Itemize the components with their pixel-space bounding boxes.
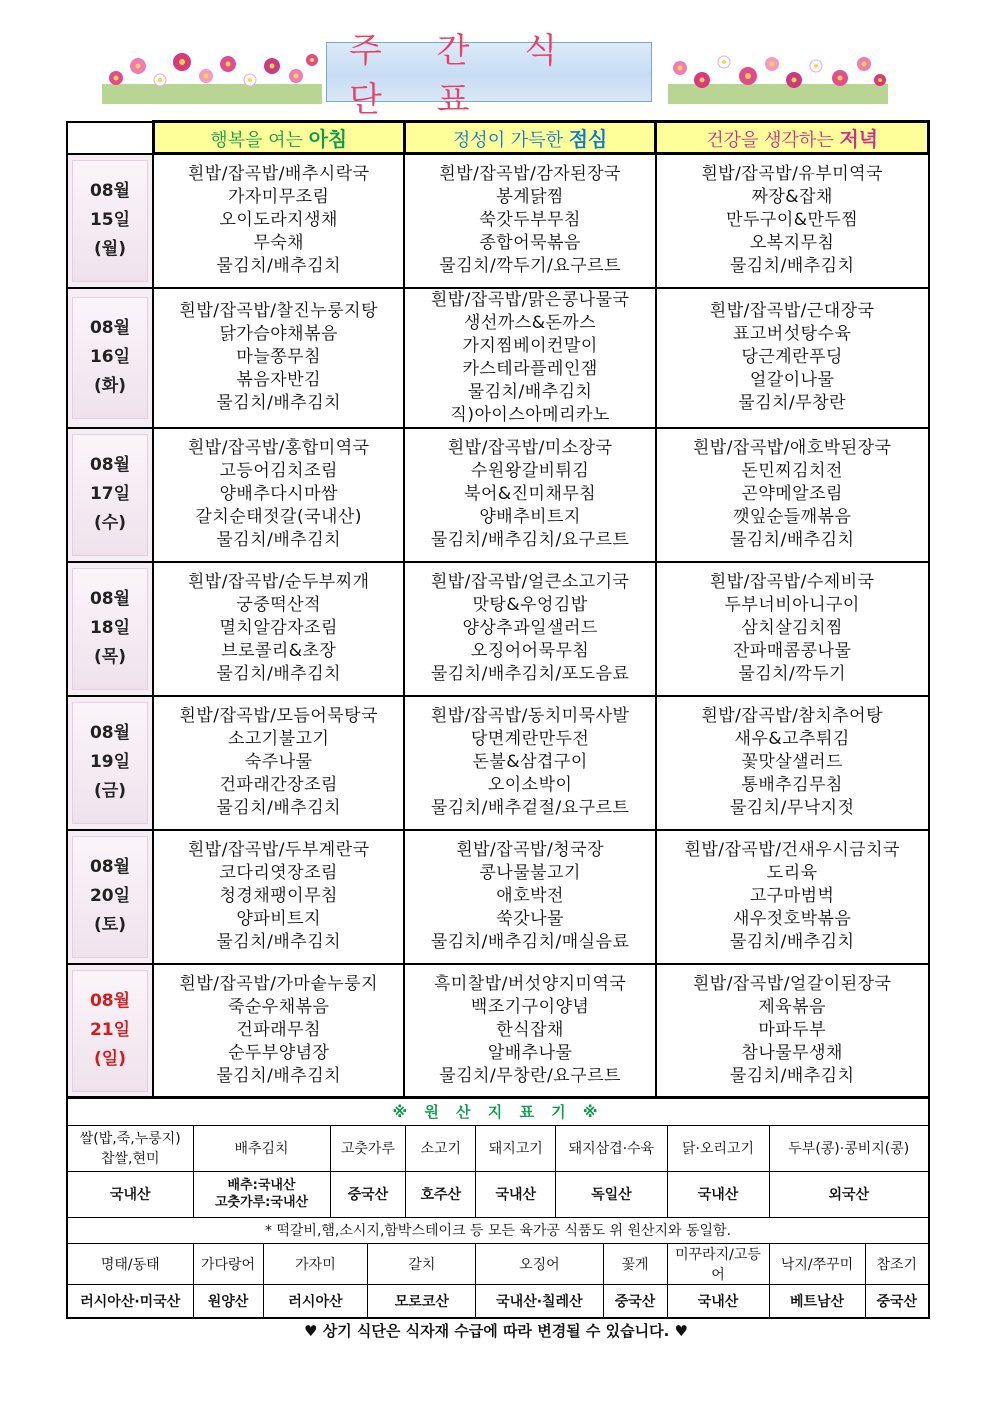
origin-value: 원양산 [193,1284,263,1318]
breakfast-cell [153,696,404,830]
breakfast-cell [153,830,404,964]
day-weekday: (월) [94,239,126,259]
day-weekday: (금) [94,781,126,801]
day-month: 08월 [89,991,131,1011]
breakfast-cell [153,288,404,428]
menu-item: 브로콜리&초장 [221,641,337,661]
menu-item: 맛탕&우엉김밥 [472,595,588,615]
title-box [326,31,652,120]
menu-item: 흰밥/잡곡밥/가마솥누룽지 [179,974,379,994]
menu-item: 갈치순태젓갈(국내산) [195,507,362,527]
origin-item: 꽃게 [603,1243,667,1284]
menu-item: 제육볶음 [758,997,827,1017]
origin-note: * 떡갈비,햄,소시지,함박스테이크 등 모든 육가공 식품도 위 원산지와 동일함. [67,1217,929,1243]
dinner-cell [656,830,929,964]
day-cell [67,288,153,428]
menu-item: 돈민찌김치전 [741,461,843,481]
day-weekday: (수) [94,513,126,533]
menu-item: 물김치/배추김치 [216,393,342,413]
menu-item: 물김치/깍두기 [738,664,847,684]
header-breakfast [153,122,404,154]
lunch-cell [404,154,655,288]
origin-item-rice-line1: 쌀(밥,죽,누룽지) [79,1131,181,1147]
menu-item: 흰밥/잡곡밥/얼큰소고기국 [430,572,630,592]
dinner-cell [656,154,929,288]
origin-value: 국내산 [67,1171,193,1217]
menu-item: 물김치/배추김치/요구르트 [430,530,630,550]
origin-value: 중국산 [865,1284,929,1318]
day-day: 17일 [89,484,131,504]
header-dinner-emph: 저녁 [839,127,879,151]
dinner-cell [656,964,929,1098]
menu-item: 종합어묵볶음 [479,233,581,254]
lunch-cell [404,288,655,428]
menu-row [67,288,929,428]
menu-item: 오복지무침 [749,233,835,254]
menu-item: 흰밥/잡곡밥/두부계란국 [187,840,370,860]
menu-item: 오징어어묵무침 [470,641,590,661]
menu-item: 새우젓호박볶음 [732,909,852,929]
menu-item: 물김치/배추김치 [729,932,855,952]
origin-row-items-2 [67,1243,929,1284]
origin-item: 가자미 [263,1243,368,1284]
menu-item: 궁중떡산적 [236,595,322,615]
menu-item: 쑥갓나물 [496,909,564,929]
menu-item: 카스테라플레인잼 [462,358,598,379]
menu-item: 흰밥/잡곡밥/맑은콩나물국 [430,289,630,310]
origin-table [66,1096,930,1319]
menu-item: 직)아이스아메리카노 [450,404,610,425]
footer-note: ♥ 상기 식단은 식자재 수급에 따라 변경될 수 있습니다. ♥ [304,1322,688,1340]
day-day: 18일 [89,618,131,638]
menu-item: 마파두부 [758,1020,827,1040]
menu-item: 흰밥/잡곡밥/참치추어탕 [701,706,884,726]
origin-item: 배추김치 [193,1125,330,1171]
origin-value: 국내산 [476,1171,556,1217]
menu-item: 물김치/배추겉절/요구르트 [430,798,630,818]
breakfast-cell [153,964,404,1098]
day-cell [67,696,153,830]
origin-item: 명태/동태 [67,1243,193,1284]
origin-row-values-1 [67,1171,929,1217]
menu-item: 짜장&잡채 [751,187,833,208]
menu-item: 삼치살김치찜 [741,618,843,638]
origin-value: 국내산·칠레산 [476,1284,603,1318]
menu-item: 흰밥/잡곡밥/유부미역국 [701,164,884,185]
origin-value: 중국산 [330,1171,406,1217]
dinner-cell [656,288,929,428]
lunch-cell [404,830,655,964]
day-weekday: (일) [94,1049,126,1069]
origin-item: 오징어 [476,1243,603,1284]
menu-item: 물김치/배추김치 [729,1066,855,1086]
menu-item: 흰밥/잡곡밥/얼갈이된장국 [692,974,892,994]
origin-item-rice-line2: 찹쌀,현미 [100,1151,160,1167]
header-dinner-prefix: 건강을 생각하는 [706,130,840,151]
menu-item: 생선까스&돈까스 [464,312,597,333]
origin-value: 호주산 [406,1171,476,1217]
weekly-menu-table [66,120,930,1099]
menu-item: 애호박전 [496,886,564,906]
menu-item: 얼갈이나물 [749,370,835,390]
day-day: 21일 [89,1020,131,1040]
day-month: 08월 [89,455,131,475]
menu-item: 양배추다시마쌈 [219,484,338,504]
breakfast-cell [153,562,404,696]
menu-item: 양상추과일샐러드 [462,618,598,638]
dinner-cell [656,562,929,696]
origin-item: 고춧가루 [330,1125,406,1171]
menu-item: 오이도라지생채 [219,210,338,231]
origin-value-kimchi-line2: 고춧가루:국내산 [214,1195,309,1210]
day-cell [67,154,153,288]
origin-item: 갈치 [368,1243,476,1284]
lunch-cell [404,562,655,696]
menu-item: 물김치/배추김치 [729,530,855,550]
day-cell [67,964,153,1098]
day-day: 19일 [89,752,131,772]
menu-item: 숙주나물 [244,752,313,772]
header-lunch [404,122,655,154]
origin-title: ※ 원 산 지 표 기 ※ [67,1097,929,1125]
menu-item: 표고버섯탕수육 [732,324,852,344]
origin-value: 외국산 [769,1171,929,1217]
menu-row [67,562,929,696]
menu-item: 흰밥/잡곡밥/순두부찌개 [187,572,370,592]
origin-value: 국내산 [667,1284,769,1318]
day-cell [67,428,153,562]
menu-row [67,154,929,288]
day-month: 08월 [89,723,131,743]
menu-item: 한식잡채 [496,1020,564,1040]
origin-item: 가다랑어 [193,1243,263,1284]
menu-item: 닭가슴야채볶음 [219,324,338,344]
menu-item: 고등어김치조림 [219,461,338,481]
breakfast-cell [153,154,404,288]
menu-item: 청경채팽이무침 [219,886,338,906]
origin-row-items-1 [67,1125,929,1171]
flower-decoration-right [668,50,888,104]
menu-item: 볶음자반김 [236,370,322,390]
menu-item: 콩나물불고기 [479,863,581,883]
day-day: 16일 [89,347,131,367]
menu-item: 곤약메알조림 [741,484,843,504]
lunch-cell [404,696,655,830]
menu-item: 꽃맛살샐러드 [741,752,843,772]
dinner-cell [656,428,929,562]
menu-item: 당근계란푸딩 [741,347,843,367]
menu-item: 물김치/무창란 [738,393,847,413]
menu-item: 물김치/배추김치 [216,1066,342,1086]
origin-value: 독일산 [556,1171,667,1217]
menu-item: 흰밥/잡곡밥/애호박된장국 [692,438,892,458]
menu-item: 백조기구이양념 [470,997,590,1017]
origin-item: 미꾸라지/고등어 [667,1243,769,1284]
breakfast-cell [153,428,404,562]
origin-item-rice [67,1125,193,1171]
day-cell [67,562,153,696]
menu-item: 마늘쫑무침 [236,347,322,367]
menu-item: 물김치/배추김치 [216,256,342,277]
menu-item: 흰밥/잡곡밥/근대장국 [709,301,875,321]
origin-value: 모로코산 [368,1284,476,1318]
menu-item: 흰밥/잡곡밥/배추시락국 [187,164,370,185]
menu-item: 흰밥/잡곡밥/동치미묵사발 [430,706,630,726]
header-dinner [656,122,929,154]
lunch-cell [404,428,655,562]
day-weekday: (화) [94,376,126,396]
menu-item: 당면계란만두전 [470,729,590,749]
menu-item: 만두구이&만두찜 [726,210,859,231]
menu-item: 두부너비아니구이 [724,595,860,615]
flower-decoration-left [102,50,322,104]
dinner-cell [656,696,929,830]
menu-item: 북어&진미채무침 [464,484,597,504]
origin-value: 러시아산 [263,1284,368,1318]
menu-item: 돈불&삼겹구이 [472,752,588,772]
lunch-cell [404,964,655,1098]
menu-item: 무숙채 [253,233,305,254]
origin-item: 돼지고기 [476,1125,556,1171]
origin-item: 두부(콩)·콩비지(콩) [769,1125,929,1171]
menu-item: 흰밥/잡곡밥/모듬어묵탕국 [179,706,379,726]
menu-item: 죽순우채볶음 [227,997,330,1017]
menu-item: 양파비트지 [236,909,322,929]
origin-value: 러시아산·미국산 [67,1284,193,1318]
menu-item: 오이소박이 [487,775,573,795]
menu-item: 물김치/배추김치 [729,256,855,277]
menu-item: 고구마범벅 [749,886,835,906]
header-breakfast-prefix: 행복을 여는 [210,130,309,151]
menu-item: 건파래간장조림 [219,775,338,795]
menu-item: 흑미찰밥/버섯양지미역국 [433,974,627,994]
menu-item: 순두부양념장 [227,1043,330,1063]
menu-item: 물김치/배추김치/매실음료 [430,932,630,952]
menu-item: 도리육 [766,863,818,883]
menu-item: 건파래무침 [236,1020,322,1040]
menu-item: 물김치/무낙지젓 [729,798,855,818]
menu-item: 쑥갓두부무침 [479,210,581,231]
menu-item: 물김치/배추김치 [216,798,342,818]
menu-item: 통배추김무침 [741,775,843,795]
menu-item: 흰밥/잡곡밥/감자된장국 [439,164,621,185]
menu-item: 소고기불고기 [227,729,330,749]
origin-value-kimchi-line1: 배추:국내산 [227,1178,296,1193]
origin-item: 돼지삼겹·수육 [556,1125,667,1171]
origin-value-kimchi [193,1171,330,1217]
menu-item: 흰밥/잡곡밥/수제비국 [709,572,875,592]
menu-item: 멸치알감자조림 [219,618,338,638]
menu-body [67,154,929,1098]
header-blank-cell [67,122,153,154]
header-breakfast-emph: 아침 [308,127,348,151]
menu-item: 참나물무생채 [741,1043,843,1063]
day-label [72,568,148,690]
menu-item: 가자미무조림 [227,187,330,208]
menu-header-row [67,122,929,154]
menu-item: 수원왕갈비튀김 [470,461,590,481]
menu-item: 깻잎순들깨볶음 [732,507,852,527]
header-lunch-prefix: 정성이 가득한 [452,130,569,151]
menu-item: 흰밥/잡곡밥/찰진누룽지탕 [179,301,379,321]
menu-item: 흰밥/잡곡밥/건새우시금치국 [684,840,900,860]
origin-item: 낙지/쭈꾸미 [769,1243,865,1284]
menu-item: 잔파매콤콩나물 [732,641,852,661]
menu-item: 새우&고추튀김 [734,729,850,749]
day-month: 08월 [89,318,131,338]
day-weekday: (목) [94,647,126,667]
day-weekday: (토) [94,915,126,935]
menu-item: 알배추나물 [487,1043,573,1063]
day-day: 15일 [89,210,131,230]
header-lunch-emph: 점심 [568,127,608,151]
origin-value: 중국산 [603,1284,667,1318]
day-label [72,970,148,1092]
menu-item: 가지찜베이컨말이 [462,335,598,356]
origin-value: 베트남산 [769,1284,865,1318]
menu-item: 봉계닭찜 [496,187,564,208]
menu-item: 흰밥/잡곡밥/홍합미역국 [187,438,370,458]
menu-item: 양배추비트지 [479,507,581,527]
day-label [72,702,148,824]
origin-value: 국내산 [667,1171,769,1217]
menu-item: 물김치/깍두기/요구르트 [439,256,621,277]
day-cell [67,830,153,964]
menu-item: 물김치/배추김치/포도음료 [430,664,630,684]
day-label [72,836,148,958]
menu-item: 물김치/무창란/요구르트 [439,1066,621,1086]
menu-item: 물김치/배추김치 [216,664,342,684]
menu-item: 코다리엿장조림 [219,863,338,883]
day-label [72,160,148,282]
menu-item: 물김치/배추김치 [216,530,342,550]
origin-item: 참조기 [865,1243,929,1284]
menu-row [67,830,929,964]
origin-item: 닭·오리고기 [667,1125,769,1171]
origin-item: 소고기 [406,1125,476,1171]
day-month: 08월 [89,857,131,877]
menu-item: 흰밥/잡곡밥/미소장국 [447,438,613,458]
menu-row [67,696,929,830]
menu-row [67,428,929,562]
day-month: 08월 [89,181,131,201]
menu-row [67,964,929,1098]
day-label [72,434,148,556]
menu-item: 물김치/배추김치 [467,381,593,402]
day-day: 20일 [89,886,131,906]
day-label [72,297,148,419]
menu-item: 물김치/배추김치 [216,932,342,952]
page-title: 주 간 식 단 표 [349,31,580,120]
menu-item: 흰밥/잡곡밥/청국장 [456,840,605,860]
day-month: 08월 [89,589,131,609]
origin-row-values-2 [67,1284,929,1318]
